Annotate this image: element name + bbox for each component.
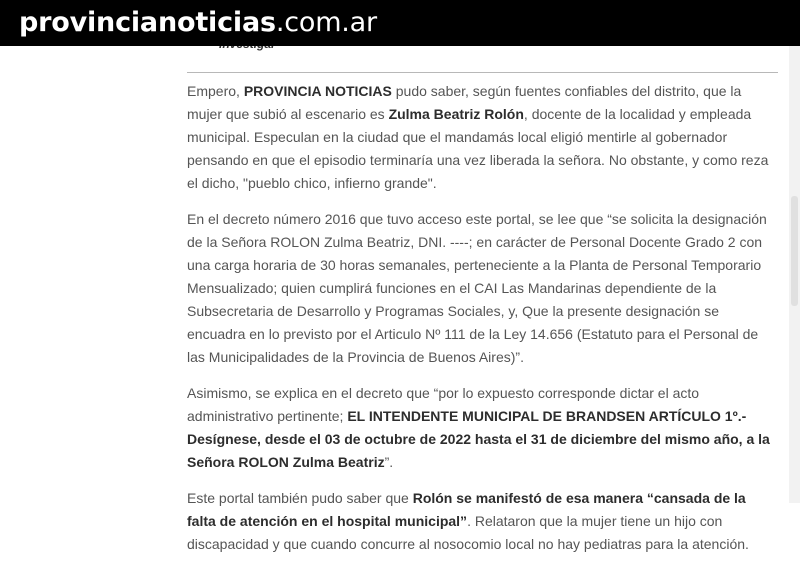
text-run: . Relataron que la mujer tiene un hijo con discapacidad y que cuando concurre al nosocomio local no hay pediatras para la atención. — [187, 513, 749, 552]
bold-text: EL INTENDENTE MUNICIPAL DE BRANDSEN ARTÍCULO 1º.- Desígnese, desde el 03 de octubre de 2022 hasta el 31 de diciembre del mismo año, a la Señora ROLON Zulma Beatriz — [187, 408, 770, 470]
text-run: Asimismo, se explica en el decreto que “por lo expuesto corresponde dictar el acto administrativo pertinente; — [187, 385, 700, 424]
page-scrollbar[interactable] — [789, 46, 800, 503]
bold-text: Rolón se manifestó de esa manera “cansada de la falta de atención en el hospital municipal” — [187, 490, 746, 529]
text-run: ”. — [384, 454, 394, 470]
logo-domain: .com.ar — [275, 7, 377, 38]
text-run: , docente de la localidad y empleada municipal. Especulan en la ciudad que el mandamás local eligió mentirle al gobernador pensando en que el episodio terminaría una vez liberada la señora. No obstante, y como reza el dicho, "pueblo chico, infierno grande". — [187, 106, 769, 191]
article-body — [187, 80, 778, 569]
bold-text: Zulma Beatriz Rolón — [388, 106, 524, 122]
article-paragraph — [187, 382, 778, 474]
text-run: En el decreto número 2016 que tuvo acceso este portal, se lee que “se solicita la designación de la Señora ROLON Zulma Beatriz, DNI. ----; en carácter de Personal Docente Grado 2 con una carga horaria de 30 horas semanales, perteneciente a la Planta de Personal Temporario Mensualizado; quien cumplirá funciones en el CAI Las Mandarinas dependiente de la Subsecretaria de Desarrollo y Programas Sociales, y, Que la presente designación se encuadra en lo previsto por el Articulo Nº 111 de la Ley 14.656 (Estatuto para el Personal de las Municipalidades de la Provincia de Buenos Aires)”. — [187, 211, 767, 365]
article-paragraph — [187, 208, 778, 369]
article-paragraph — [187, 80, 778, 195]
site-logo[interactable] — [19, 3, 377, 43]
scrollbar-thumb[interactable] — [791, 196, 798, 306]
bold-text: PROVINCIA NOTICIAS — [243, 83, 392, 99]
text-run: pudo saber, según fuentes confiables del distrito, que la mujer que subió al escenario es — [187, 83, 742, 122]
article-divider — [187, 72, 778, 73]
site-header — [0, 0, 800, 46]
article-paragraph — [187, 487, 778, 556]
logo-name: provincianoticias — [19, 7, 276, 38]
text-run: Empero, — [187, 83, 244, 99]
text-run: Este portal también pudo saber que — [187, 490, 413, 506]
